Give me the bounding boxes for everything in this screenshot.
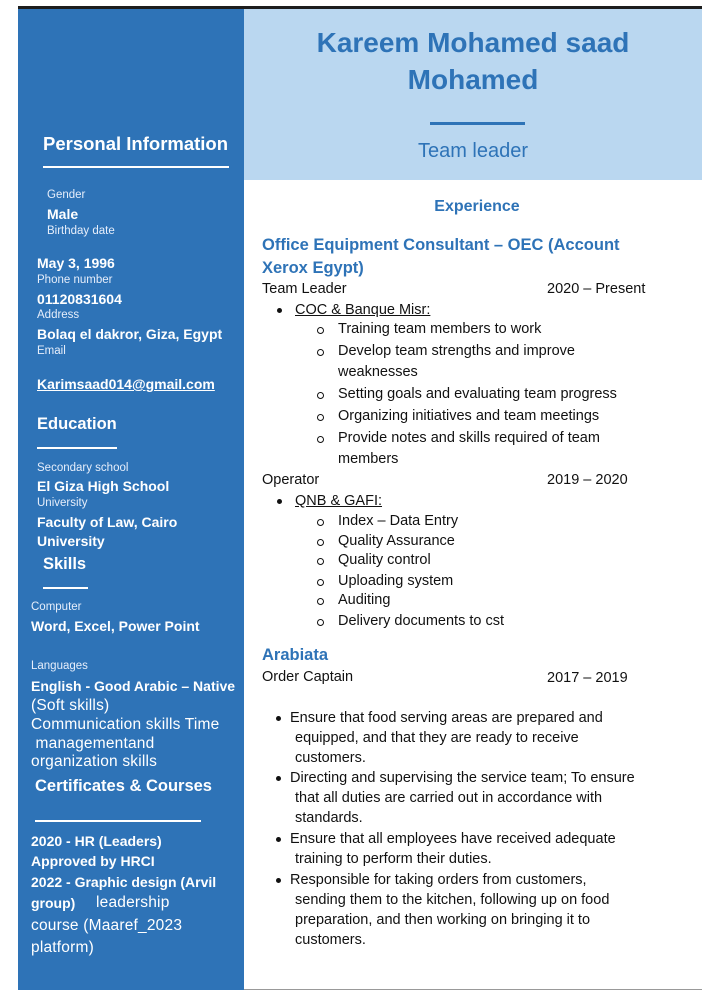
- company-oec-line-1: Office Equipment Consultant – OEC (Account: [262, 236, 620, 254]
- cert-line: Approved by HRCI: [31, 853, 155, 869]
- email-link[interactable]: Karimsaad014@gmail.com: [37, 376, 215, 392]
- circle-bullet-icon: [317, 619, 324, 626]
- skills-heading: Skills: [43, 555, 87, 573]
- duty-item-continued: sending them to the kitchen, following up on food: [295, 892, 610, 908]
- languages-label: Languages: [31, 660, 88, 672]
- personal-info-heading: Personal Information: [43, 133, 229, 154]
- computer-label: Computer: [31, 601, 82, 613]
- computer-value: Word, Excel, Power Point: [31, 618, 200, 634]
- task-item: Delivery documents to cst: [338, 613, 505, 629]
- task-item: Auditing: [338, 592, 391, 608]
- name-line-1: Kareem Mohamed saad: [316, 27, 630, 58]
- duty-item: Responsible for taking orders from customers,: [290, 872, 587, 888]
- phone-value: 01120831604: [37, 291, 122, 307]
- task-item: Quality Assurance: [338, 533, 455, 549]
- duty-item-continued: customers.: [295, 932, 366, 948]
- task-item: Quality control: [338, 552, 431, 568]
- client-qnb-gafi: QNB & GAFI:: [295, 493, 383, 509]
- birthday-value: May 3, 1996: [37, 255, 115, 271]
- circle-bullet-icon: [317, 436, 324, 443]
- soft-skills-line: Communication skills Time: [31, 716, 220, 733]
- task-item: Training team members to work: [338, 321, 542, 337]
- role-operator: Operator: [262, 472, 320, 488]
- cert-line: leadership: [96, 894, 170, 911]
- client-coc-banque-misr: COC & Banque Misr:: [295, 302, 431, 318]
- duty-item-continued: preparation, and then working on bringing it to: [295, 912, 591, 928]
- task-item: Index – Data Entry: [338, 513, 459, 529]
- university-label: University: [37, 497, 88, 509]
- circle-bullet-icon: [317, 392, 324, 399]
- certificates-rule: [35, 820, 201, 822]
- university-value-line-2: University: [37, 533, 105, 549]
- phone-label: Phone number: [37, 274, 113, 286]
- circle-bullet-icon: [317, 414, 324, 421]
- task-item-continued: weaknesses: [338, 364, 418, 380]
- languages-value: English - Good Arabic – Native: [31, 678, 236, 694]
- circle-bullet-icon: [317, 558, 324, 565]
- bullet-icon: [276, 716, 281, 721]
- bullet-icon: [276, 837, 281, 842]
- duty-item: Directing and supervising the service team; To ensure: [290, 770, 635, 786]
- education-heading: Education: [37, 415, 117, 433]
- company-oec-line-2: Xerox Egypt): [262, 259, 364, 277]
- education-rule: [37, 447, 117, 449]
- gender-label: Gender: [47, 189, 86, 201]
- bullet-icon: [276, 776, 281, 781]
- cert-line-bold: group): [31, 895, 76, 911]
- address-value: Bolaq el dakror, Giza, Egypt: [37, 326, 223, 342]
- name-line-2: Mohamed: [407, 64, 539, 95]
- school-value: El Giza High School: [37, 478, 170, 494]
- company-arabiata: Arabiata: [262, 646, 329, 664]
- soft-skills-line: (Soft skills): [31, 697, 110, 714]
- bottom-border: [244, 989, 702, 990]
- bullet-icon: [277, 499, 282, 504]
- circle-bullet-icon: [317, 327, 324, 334]
- role-team-leader-dates: 2020 – Present: [547, 281, 646, 297]
- circle-bullet-icon: [317, 349, 324, 356]
- task-item: Develop team strengths and improve: [338, 343, 575, 359]
- cert-line: course (Maaref_2023: [31, 917, 183, 934]
- duty-item-continued: standards.: [295, 810, 363, 826]
- cert-line: 2022 - Graphic design (Arvil: [31, 874, 217, 890]
- certificates-heading: Certificates & Courses: [35, 777, 212, 795]
- experience-heading: Experience: [434, 198, 520, 215]
- soft-skills-line: organization skills: [31, 753, 158, 770]
- task-item: Uploading system: [338, 573, 454, 589]
- duty-item: Ensure that food serving areas are prepared and: [290, 710, 603, 726]
- role-operator-dates: 2019 – 2020: [547, 472, 628, 488]
- task-item: Provide notes and skills required of team: [338, 430, 600, 446]
- university-value-line-1: Faculty of Law, Cairo: [37, 514, 178, 530]
- role-order-captain: Order Captain: [262, 669, 354, 685]
- duty-item-continued: customers.: [295, 750, 366, 766]
- circle-bullet-icon: [317, 519, 324, 526]
- school-label: Secondary school: [37, 462, 129, 474]
- job-title: Team leader: [417, 140, 529, 162]
- email-label: Email: [37, 345, 66, 357]
- task-item: Setting goals and evaluating team progress: [338, 386, 617, 402]
- address-label: Address: [37, 309, 80, 321]
- skills-rule: [43, 587, 88, 589]
- task-item: Organizing initiatives and team meetings: [338, 408, 600, 424]
- cert-line: 2020 - HR (Leaders): [31, 833, 162, 849]
- bullet-icon: [276, 878, 281, 883]
- duty-item: Ensure that all employees have received adequate: [290, 831, 616, 847]
- role-order-captain-dates: 2017 – 2019: [547, 670, 628, 686]
- duty-item-continued: that all duties are carried out in accordance with: [295, 790, 603, 806]
- duty-item-continued: equipped, and that they are ready to receive: [295, 730, 579, 746]
- gender-value: Male: [47, 206, 79, 222]
- birthday-label: Birthday date: [47, 225, 115, 237]
- task-item-continued: members: [338, 451, 399, 467]
- soft-skills-line: managementand: [31, 735, 155, 752]
- cert-line: platform): [31, 939, 94, 956]
- role-team-leader: Team Leader: [262, 281, 347, 297]
- circle-bullet-icon: [317, 598, 324, 605]
- circle-bullet-icon: [317, 579, 324, 586]
- bullet-icon: [277, 308, 282, 313]
- duty-item-continued: training to perform their duties.: [295, 851, 492, 867]
- circle-bullet-icon: [317, 539, 324, 546]
- header-divider: [430, 122, 525, 125]
- personal-info-rule: [43, 166, 229, 168]
